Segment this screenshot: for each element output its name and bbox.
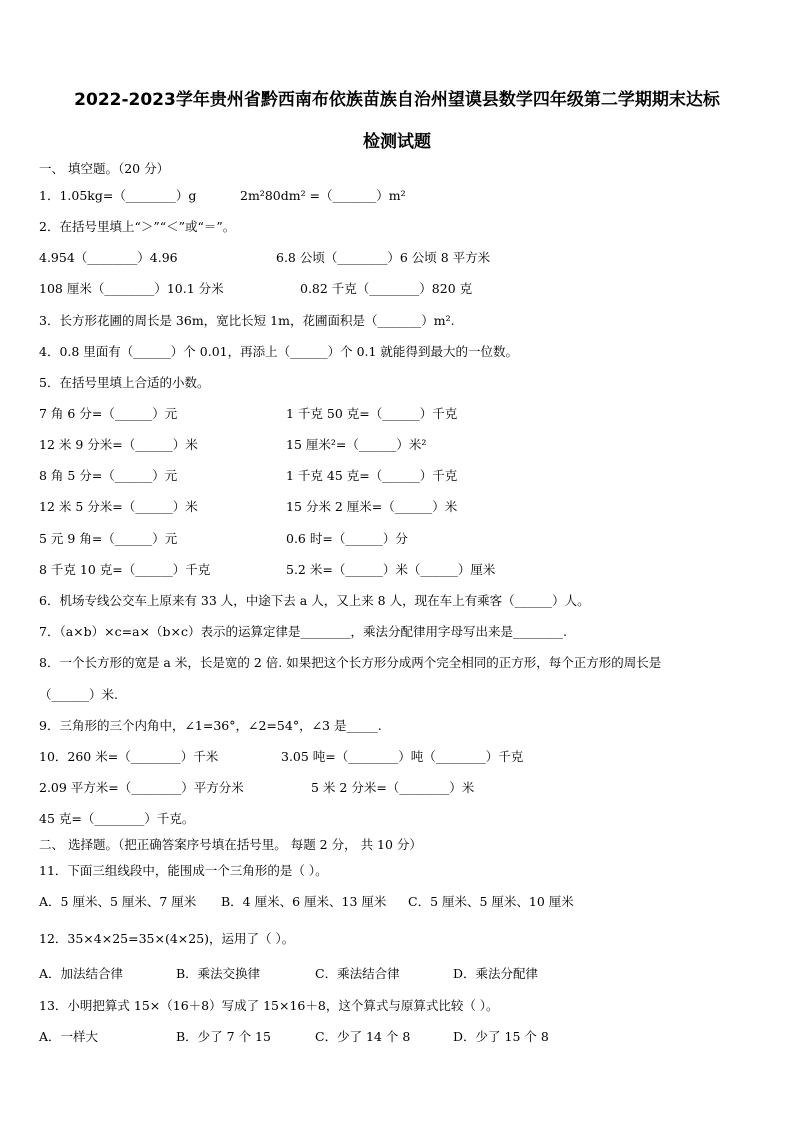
question-line: 4．0.8 里面有（______）个 0.01，再添上（______）个 0.1 就能得到最大的一位数。 xyxy=(39,344,518,359)
question-line: 2.09 平方米=（________）平方分米 xyxy=(39,780,244,795)
question-line: 12．35×4×25=35×(4×25)，运用了（ ）。 xyxy=(39,931,295,946)
question-line: 108 厘米（________）10.1 分米 xyxy=(39,281,224,296)
question-line: 8 角 5 分=（______）元 xyxy=(39,468,178,483)
answer-option: D．少了 15 个 8 xyxy=(453,1029,549,1044)
question-line: 1 千克 50 克=（______）千克 xyxy=(286,406,458,421)
question-line: 12 米 5 分米=（______）米 xyxy=(39,499,198,514)
exam-title-line-2: 检测试题 xyxy=(363,132,431,152)
question-line: 2．在括号里填上“＞”“＜”或“＝”。 xyxy=(39,219,236,234)
question-line: 7 角 6 分=（______）元 xyxy=(39,406,178,421)
exam-title-line-1: 2022-2023学年贵州省黔西南布依族苗族自治州望谟县数学四年级第二学期期末达标 xyxy=(74,90,720,110)
question-line: （______）米. xyxy=(39,687,118,702)
question-line: 3．长方形花圃的周长是 36m，宽比长短 1m，花圃面积是（_______）m². xyxy=(39,313,455,328)
answer-option: B．乘法交换律 xyxy=(176,966,261,981)
question-line: 1 千克 45 克=（______）千克 xyxy=(286,468,458,483)
question-line: 15 厘米²=（______）米² xyxy=(286,437,427,452)
answer-option: A．一样大 xyxy=(39,1029,99,1044)
section-heading-choice: 二、 选择题。（把正确答案序号填在括号里。 每题 2 分， 共 10 分） xyxy=(39,837,422,852)
question-line: 10．260 米=（________）千米 xyxy=(39,749,219,764)
question-line: 8．一个长方形的宽是 a 米，长是宽的 2 倍. 如果把这个长方形分成两个完全相同的正方形，每个正方形的周长是 xyxy=(39,655,662,670)
answer-option: A．5 厘米、5 厘米、7 厘米 xyxy=(39,894,197,909)
answer-option: A．加法结合律 xyxy=(39,966,124,981)
question-line: 5．在括号里填上合适的小数。 xyxy=(39,375,210,390)
answer-option: D．乘法分配律 xyxy=(453,966,539,981)
answer-option: C．乘法结合律 xyxy=(315,966,400,981)
section-heading-fill-in: 一、 填空题。（20 分） xyxy=(39,161,170,176)
question-line: 12 米 9 分米=（______）米 xyxy=(39,437,198,452)
question-line: 5 米 2 分米=（________）米 xyxy=(311,780,475,795)
question-line: 6．机场专线公交车上原来有 33 人，中途下去 a 人，又上来 8 人，现在车上有乘客（______）人。 xyxy=(39,593,590,608)
question-line: 2m²80dm² =（_______）m² xyxy=(240,188,406,203)
question-line: 1．1.05kg=（________）g xyxy=(39,188,197,203)
answer-option: B．4 厘米、6 厘米、13 厘米 xyxy=(221,894,387,909)
question-line: 4.954（________）4.96 xyxy=(39,250,178,265)
question-line: 5.2 米=（______）米（______）厘米 xyxy=(286,562,496,577)
question-line: 15 分米 2 厘米=（______）米 xyxy=(286,499,458,514)
question-line: 45 克=（________）千克。 xyxy=(39,811,195,826)
question-line: 5 元 9 角=（______）元 xyxy=(39,531,178,546)
answer-option: C．5 厘米、5 厘米、10 厘米 xyxy=(408,894,574,909)
question-line: 0.82 千克（________）820 克 xyxy=(300,281,473,296)
question-line: 11．下面三组线段中，能围成一个三角形的是（ ）。 xyxy=(39,863,328,878)
question-line: 8 千克 10 克=（______）千克 xyxy=(39,562,211,577)
question-line: 7．（a×b）×c=a×（b×c）表示的运算定律是________，乘法分配律用字母写出来是________. xyxy=(39,624,567,639)
question-line: 13．小明把算式 15×（16＋8）写成了 15×16＋8，这个算式与原算式比较（ ）。 xyxy=(39,998,499,1013)
question-line: 3.05 吨=（________）吨（________）千克 xyxy=(281,749,524,764)
question-line: 6.8 公顷（________）6 公顷 8 平方米 xyxy=(276,250,491,265)
answer-option: B．少了 7 个 15 xyxy=(176,1029,271,1044)
question-line: 0.6 时=（______）分 xyxy=(286,531,408,546)
answer-option: C．少了 14 个 8 xyxy=(315,1029,411,1044)
question-line: 9．三角形的三个内角中，∠1=36°，∠2=54°，∠3 是_____. xyxy=(39,718,382,733)
